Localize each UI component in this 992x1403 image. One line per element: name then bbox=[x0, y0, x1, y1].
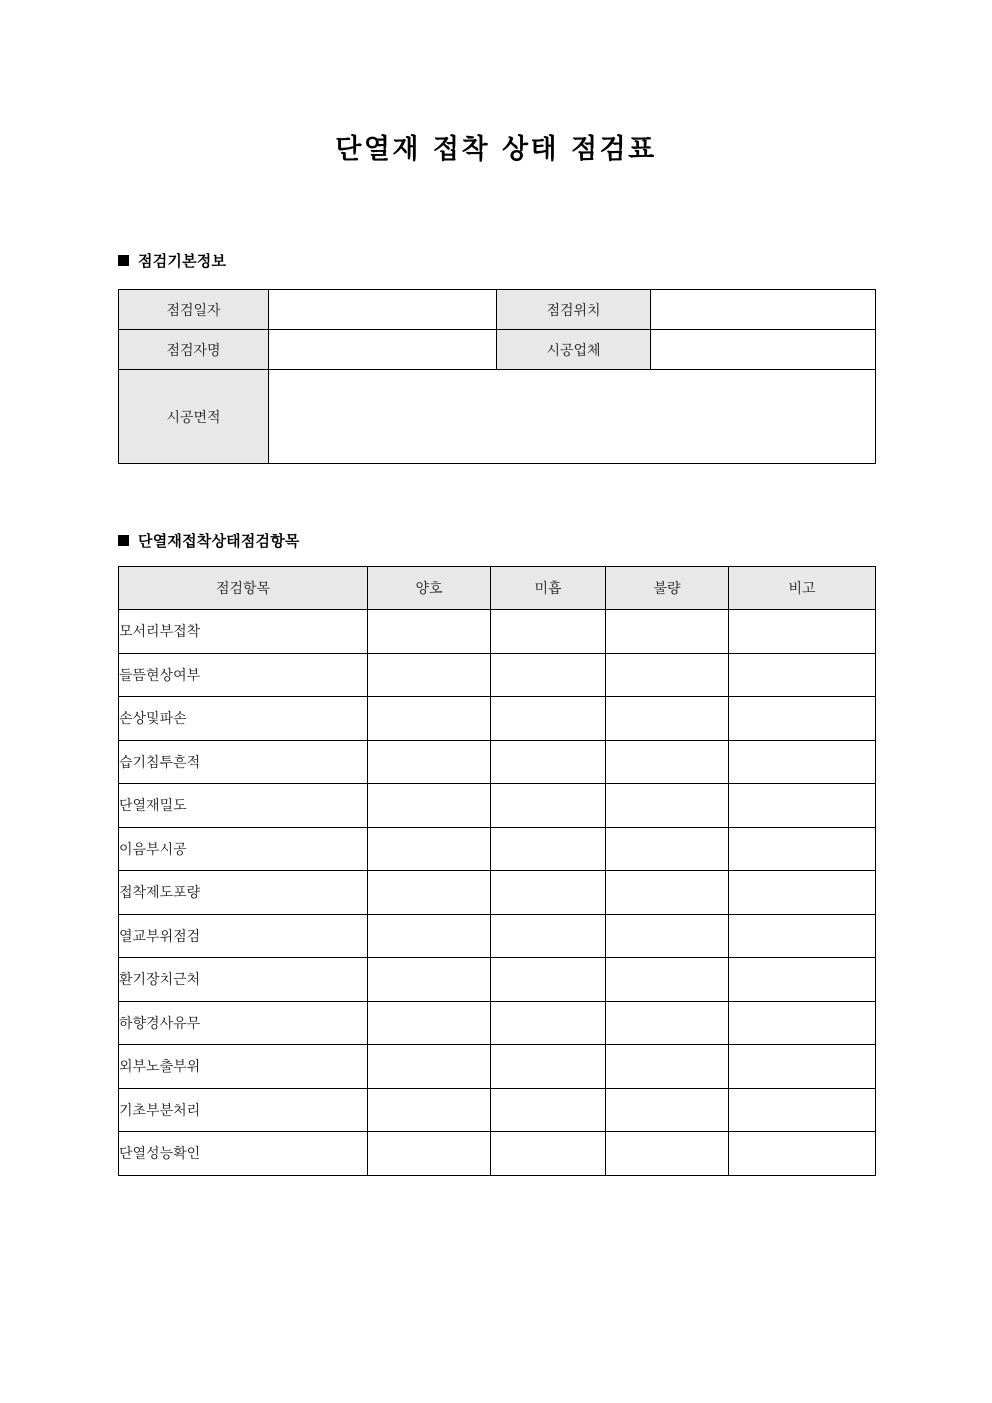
checklist-item-name: 손상및파손 bbox=[119, 697, 368, 741]
table-row bbox=[119, 784, 876, 828]
checklist-item-name: 습기침투흔적 bbox=[119, 740, 368, 784]
checkbox-cell-fair[interactable] bbox=[491, 1132, 606, 1176]
checkbox-cell-fair[interactable] bbox=[491, 914, 606, 958]
table-row bbox=[119, 827, 876, 871]
table-row bbox=[119, 1088, 876, 1132]
inspection-info-table bbox=[118, 289, 876, 464]
checklist-item-name: 단열성능확인 bbox=[119, 1132, 368, 1176]
checkbox-cell-good[interactable] bbox=[368, 1045, 491, 1089]
label-contractor: 시공업체 bbox=[497, 330, 651, 370]
column-header-item: 점검항목 bbox=[119, 567, 368, 610]
note-cell[interactable] bbox=[729, 958, 876, 1002]
note-cell[interactable] bbox=[729, 784, 876, 828]
checkbox-cell-poor[interactable] bbox=[606, 871, 729, 915]
checkbox-cell-poor[interactable] bbox=[606, 740, 729, 784]
value-inspector-name[interactable] bbox=[269, 330, 497, 370]
checkbox-cell-fair[interactable] bbox=[491, 697, 606, 741]
note-cell[interactable] bbox=[729, 914, 876, 958]
note-cell[interactable] bbox=[729, 1001, 876, 1045]
checkbox-cell-poor[interactable] bbox=[606, 610, 729, 654]
checkbox-cell-good[interactable] bbox=[368, 610, 491, 654]
checkbox-cell-good[interactable] bbox=[368, 914, 491, 958]
bullet-square-icon bbox=[118, 255, 129, 266]
checkbox-cell-poor[interactable] bbox=[606, 914, 729, 958]
checkbox-cell-fair[interactable] bbox=[491, 784, 606, 828]
column-header-fair: 미흡 bbox=[491, 567, 606, 610]
column-header-poor: 불량 bbox=[606, 567, 729, 610]
column-header-good: 양호 bbox=[368, 567, 491, 610]
checkbox-cell-fair[interactable] bbox=[491, 1088, 606, 1132]
checklist-item-name: 단열재밀도 bbox=[119, 784, 368, 828]
checkbox-cell-fair[interactable] bbox=[491, 827, 606, 871]
note-cell[interactable] bbox=[729, 1088, 876, 1132]
checkbox-cell-good[interactable] bbox=[368, 871, 491, 915]
checklist-item-name: 이음부시공 bbox=[119, 827, 368, 871]
table-row bbox=[119, 697, 876, 741]
note-cell[interactable] bbox=[729, 610, 876, 654]
bullet-square-icon bbox=[118, 535, 129, 546]
checkbox-cell-poor[interactable] bbox=[606, 1132, 729, 1176]
checkbox-cell-fair[interactable] bbox=[491, 1001, 606, 1045]
checkbox-cell-poor[interactable] bbox=[606, 653, 729, 697]
checklist-item-name: 들뜸현상여부 bbox=[119, 653, 368, 697]
label-construction-area: 시공면적 bbox=[119, 370, 269, 464]
table-row bbox=[119, 740, 876, 784]
checkbox-cell-good[interactable] bbox=[368, 827, 491, 871]
table-row bbox=[119, 958, 876, 1002]
note-cell[interactable] bbox=[729, 871, 876, 915]
label-inspection-location: 점검위치 bbox=[497, 290, 651, 330]
table-row bbox=[119, 1045, 876, 1089]
note-cell[interactable] bbox=[729, 827, 876, 871]
checklist-table bbox=[118, 566, 876, 1176]
checklist-header-row bbox=[119, 567, 876, 610]
checkbox-cell-poor[interactable] bbox=[606, 1045, 729, 1089]
section-heading-checklist bbox=[118, 530, 300, 551]
table-row bbox=[119, 1001, 876, 1045]
table-row bbox=[119, 330, 876, 370]
checklist-item-name: 외부노출부위 bbox=[119, 1045, 368, 1089]
checkbox-cell-fair[interactable] bbox=[491, 871, 606, 915]
checklist-item-name: 환기장치근처 bbox=[119, 958, 368, 1002]
checkbox-cell-good[interactable] bbox=[368, 1132, 491, 1176]
checkbox-cell-fair[interactable] bbox=[491, 1045, 606, 1089]
checkbox-cell-fair[interactable] bbox=[491, 610, 606, 654]
checklist-item-name: 모서리부접착 bbox=[119, 610, 368, 654]
section-heading-checklist-label: 단열재접착상태점검항목 bbox=[138, 532, 300, 550]
column-header-note: 비고 bbox=[729, 567, 876, 610]
note-cell[interactable] bbox=[729, 1045, 876, 1089]
table-row bbox=[119, 914, 876, 958]
checkbox-cell-good[interactable] bbox=[368, 784, 491, 828]
value-contractor[interactable] bbox=[651, 330, 876, 370]
checkbox-cell-poor[interactable] bbox=[606, 827, 729, 871]
checklist-item-name: 열교부위점검 bbox=[119, 914, 368, 958]
section-heading-info-label: 점검기본정보 bbox=[138, 252, 227, 270]
table-row bbox=[119, 290, 876, 330]
table-row bbox=[119, 370, 876, 464]
page-title: 단열재 접착 상태 점검표 bbox=[335, 134, 657, 165]
checkbox-cell-good[interactable] bbox=[368, 653, 491, 697]
note-cell[interactable] bbox=[729, 653, 876, 697]
checklist-item-name: 접착제도포량 bbox=[119, 871, 368, 915]
checkbox-cell-poor[interactable] bbox=[606, 697, 729, 741]
checkbox-cell-fair[interactable] bbox=[491, 740, 606, 784]
checklist-item-name: 기초부분처리 bbox=[119, 1088, 368, 1132]
checklist-item-name: 하향경사유무 bbox=[119, 1001, 368, 1045]
checkbox-cell-poor[interactable] bbox=[606, 1088, 729, 1132]
checkbox-cell-good[interactable] bbox=[368, 697, 491, 741]
checkbox-cell-poor[interactable] bbox=[606, 1001, 729, 1045]
note-cell[interactable] bbox=[729, 1132, 876, 1176]
table-row bbox=[119, 871, 876, 915]
checkbox-cell-good[interactable] bbox=[368, 1001, 491, 1045]
checkbox-cell-poor[interactable] bbox=[606, 784, 729, 828]
note-cell[interactable] bbox=[729, 740, 876, 784]
checkbox-cell-fair[interactable] bbox=[491, 958, 606, 1002]
note-cell[interactable] bbox=[729, 697, 876, 741]
table-row bbox=[119, 1132, 876, 1176]
label-inspector-name: 점검자명 bbox=[119, 330, 269, 370]
value-construction-area[interactable] bbox=[269, 370, 876, 464]
label-inspection-date: 점검일자 bbox=[119, 290, 269, 330]
checkbox-cell-good[interactable] bbox=[368, 1088, 491, 1132]
checkbox-cell-good[interactable] bbox=[368, 958, 491, 1002]
checkbox-cell-good[interactable] bbox=[368, 740, 491, 784]
value-inspection-location[interactable] bbox=[651, 290, 876, 330]
section-heading-info bbox=[118, 250, 226, 271]
checkbox-cell-fair[interactable] bbox=[491, 653, 606, 697]
checkbox-cell-poor[interactable] bbox=[606, 958, 729, 1002]
table-row bbox=[119, 610, 876, 654]
table-row bbox=[119, 653, 876, 697]
value-inspection-date[interactable] bbox=[269, 290, 497, 330]
